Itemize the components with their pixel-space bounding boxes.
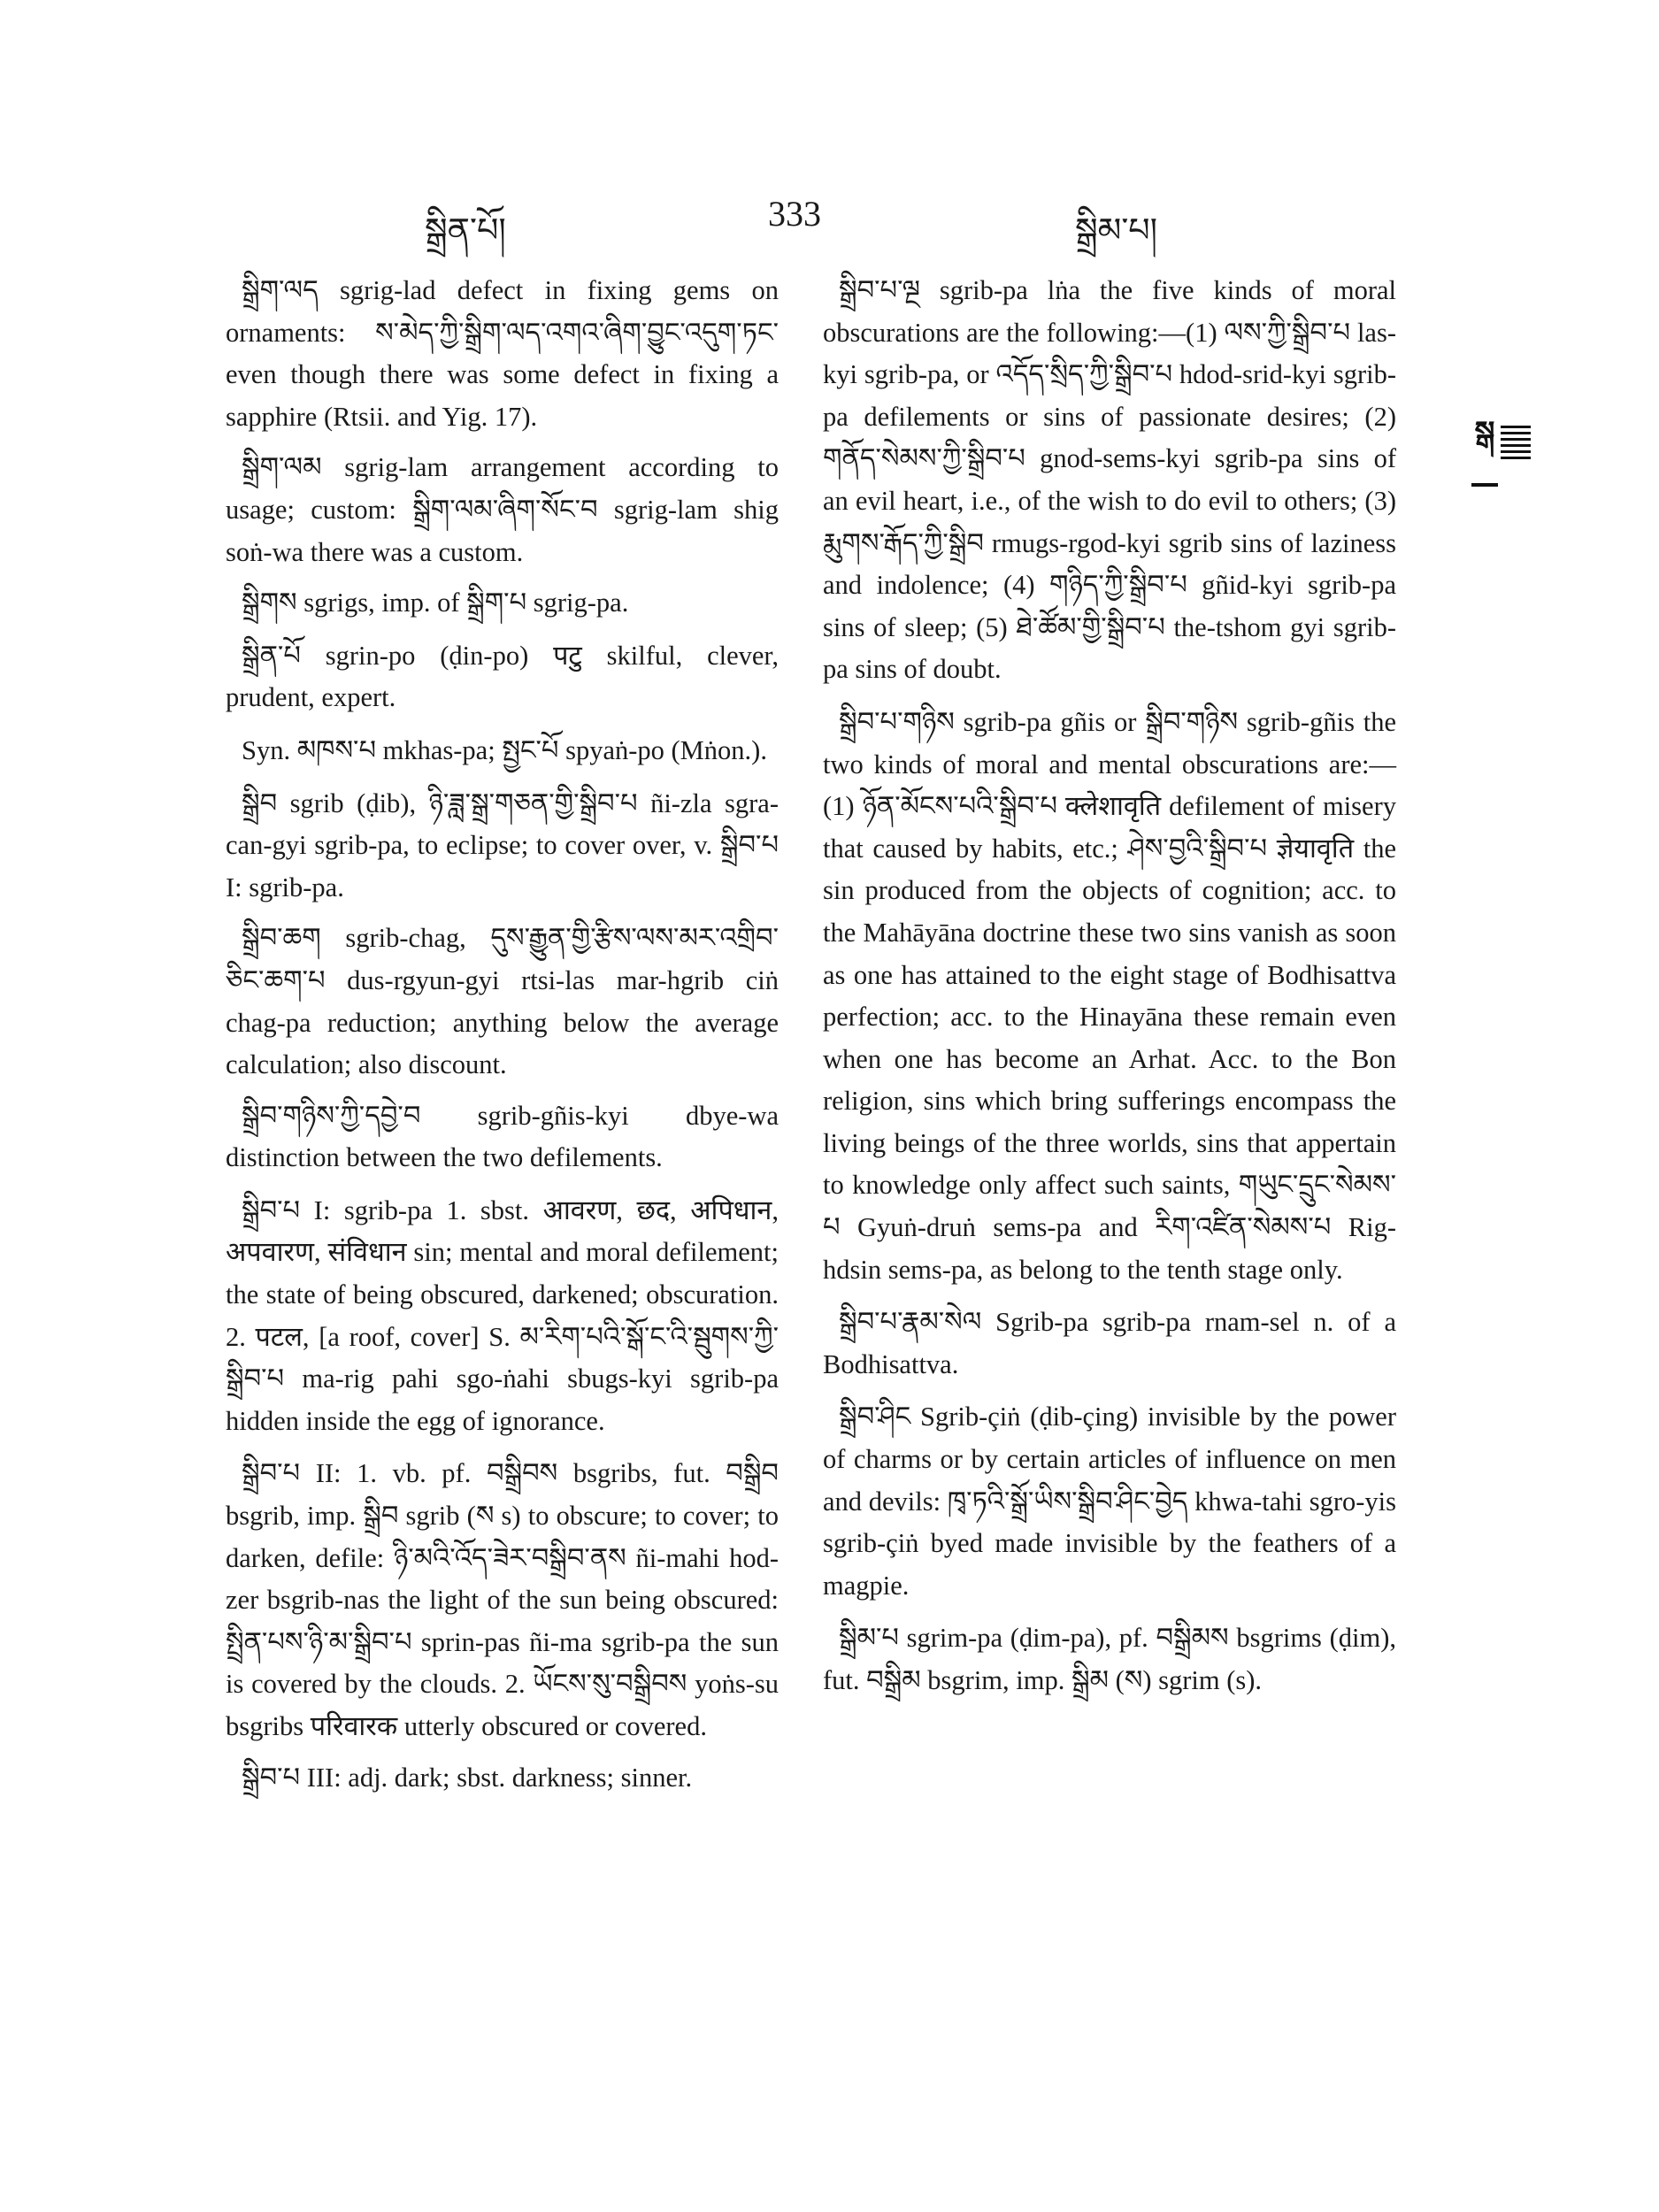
entry-sgrib-pa-gnis: སྒྲིབ་པ་གཉིས sgrib-pa gñis or སྒྲིབ་གཉིས sgrib-gñis the two kinds of moral and mental obscurations are:—(1) ཉོན་མོངས་པའི་སྒྲིབ་པ क्लेशावृति defilement of misery that caused by habits, etc.; ཤེས་བྱའི་སྒྲིབ་པ ज्ञेयावृति the sin produced from the objects of cognition; acc. to the Mahāyāna doctrine these two sins vanish as soon as one has attained to the eight stage of Bodhisattva perfection; acc. to the Hinayāna these remain even when one has become an Arhat. Acc. to the Bon religion, sins which bring sufferings encompass the living beings of the three worlds, sins that appertain to knowledge only affect such saints, གཡུང་དྲུང་སེམས་པ Gyuṅ-druṅ sems-pa and རིག་འཛིན་སེམས་པ Rig-hdsin sems-pa, as belong to the tenth stage only. (823, 706, 1396, 1285)
entry-sgrib-pa-2: སྒྲིབ་པ II: 1. vb. pf. བསྒྲིབས bsgribs, fut. བསྒྲིབ bsgrib, imp. སྒྲིབ sgrib (ས s) to obscure; to cover; to darken, defile: ཉི་མའི་འོད་ཟེར་བསྒྲིབ་ནས ñi-mahi hod-zer bsgrib-nas the light of the sun being obscured: སྤྲིན་པས་ཉི་མ་སྒྲིབ་པ sprin-pas ñi-ma sgrib-pa the sun is covered by the clouds. 2. ཡོངས་སུ་བསྒྲིབས yoṅs-su bsgribs परिवारक utterly obscured or covered. (226, 1458, 779, 1741)
entry-sgrin-po: སྒྲིན་པོ sgrin-po (ḍin-po) पटु skilful, clever, prudent, expert. (226, 640, 779, 713)
left-column (226, 270, 779, 1808)
thumb-index-glyph: སྒ (1471, 398, 1499, 487)
entry-sgrig-lam: སྒྲིག་ལམ sgrig-lam arrangement according to usage; custom: སྒྲིག་ལམ་ཞིག་སོང་བ sgrig-lam shig soṅ-wa there was a custom. (226, 452, 779, 567)
entry-sgrib-chag: སྒྲིབ་ཆག sgrib-chag, དུས་རྒྱུན་གྱི་རྩིས་ལས་མར་འགྲིབ་ཅིང་ཆག་པ dus-rgyun-gyi rtsi-las mar-hgrib ciṅ chag-pa reduction; anything below the average calculation; also discount. (226, 923, 779, 1080)
entry-sgrib-pa-1: སྒྲིབ་པ I: sgrib-pa 1. sbst. आवरण, छद, अपिधान, अपवारण, संविधान sin; mental and moral defilement; the state of being obscured, darkened; obscuration. 2. पटल, [a roof, cover] S. མ་རིག་པའི་སྒོ་ང་འི་སྦུགས་ཀྱི་སྒྲིབ་པ ma-rig pahi sgo-ṅahi sbugs-kyi sgrib-pa hidden inside the egg of ignorance. (226, 1194, 779, 1436)
entry-sgrib-pa-lna: སྒྲིབ་པ་ལྔ sgrib-pa lṅa the five kinds of moral obscurations are the following:—(1) ལས་ཀྱི་སྒྲིབ་པ las-kyi sgrib-pa, or འདོད་སྲིད་ཀྱི་སྒྲིབ་པ hdod-srid-kyi sgrib-pa defilements or sins of passionate desires; (2) གནོད་སེམས་ཀྱི་སྒྲིབ་པ gnod-sems-kyi sgrib-pa sins of an evil heart, i.e., of the wish to do evil to others; (3) རྨུགས་རྒོད་ཀྱི་སྒྲིབ rmugs-rgod-kyi sgrib sins of laziness and indolence; (4) གཉིད་ཀྱི་སྒྲིབ་པ gñid-kyi sgrib-pa sins of sleep; (5) ཐེ་ཚོམ་གྱི་སྒྲིབ་པ the-tshom gyi sgrib-pa sins of doubt. (823, 275, 1396, 685)
entry-sgrib-pa-rnam-sel: སྒྲིབ་པ་རྣམ་སེལ Sgrib-pa sgrib-pa rnam-sel n. of a Bodhisattva. (823, 1307, 1396, 1379)
entry-sgrigs: སྒྲིགས sgrigs, imp. of སྒྲིག་པ sgrig-pa. (242, 588, 629, 618)
entry-sgrib-cin: སྒྲིབ་ཤིང Sgrib-çiṅ (ḍib-çing) invisible by the power of charms or by certain articles of influence on men and devils: ཁྭ་ཏའི་སྒྲོ་ཡིས་སྒྲིབ་ཤིང་བྱེད khwa-tahi sgro-yis sgrib-çiṅ byed made invisible by the feathers of a magpie. (823, 1402, 1396, 1601)
page-number: 333 (768, 194, 821, 234)
thumb-index-lines (1501, 426, 1531, 461)
header-right-word: སྒྲིམ་པ། (1075, 211, 1158, 250)
entry-sgrim-pa: སྒྲིམ་པ sgrim-pa (ḍim-pa), pf. བསྒྲིམས bsgrims (ḍim), fut. བསྒྲིམ bsgrim, imp. སྒྲིམ (ས) sgrim (s). (823, 1623, 1396, 1695)
entry-sgrib-pa-3: སྒྲིབ་པ III: adj. dark; sbst. darkness; sinner. (242, 1762, 693, 1793)
entry-sgrig-lad: སྒྲིག་ལད sgrig-lad defect in fixing gems on ornaments: ས་མེད་ཀྱི་སྒྲིག་ལད་འགའ་ཞིག་བྱུང་འདུག་ཏང་ even though there was some defect in fixing a sapphire (Rtsii. and Yig. 17). (226, 275, 779, 432)
entry-sgrib: སྒྲིབ sgrib (ḍib), ཉི་ཟླ་སྒྲ་གཅན་གྱི་སྒྲིབ་པ ñi-zla sgra-can-gyi sgrib-pa, to eclipse; to cover over, v. སྒྲིབ་པ I: sgrib-pa. (226, 787, 779, 902)
right-column (823, 270, 1396, 1711)
page-header (0, 193, 1659, 255)
thumb-index-tab (1444, 415, 1525, 465)
entry-syn: Syn. མཁས་པ mkhas-pa; སྤྱང་པོ spyaṅ-po (Mṅon.). (242, 734, 767, 765)
header-left-word: སྒྲིན་པོ། (425, 211, 506, 250)
entry-sgrib-gnis-kyi-dbye-wa: སྒྲིབ་གཉིས་ཀྱི་དབྱེ་བ sgrib-gñis-kyi dbye-wa distinction between the two defilements. (226, 1100, 779, 1173)
